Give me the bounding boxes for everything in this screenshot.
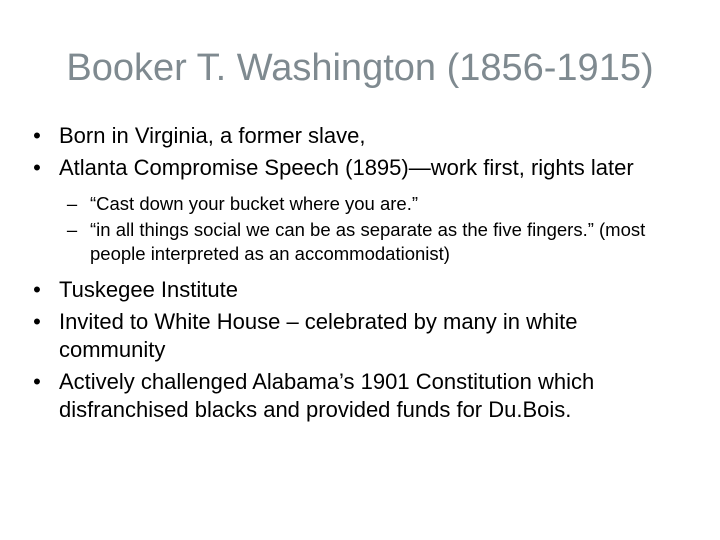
- bullet-icon: •: [33, 309, 41, 334]
- bullet-text: Born in Virginia, a former slave,: [59, 123, 366, 148]
- slide-title: Booker T. Washington (1856-1915): [66, 47, 654, 89]
- bullet-item-white-house: [28, 308, 678, 364]
- bullet-icon: •: [33, 369, 41, 394]
- dash-icon: –: [66, 219, 78, 240]
- sub-bullet-text: “Cast down your bucket where you are.”: [90, 193, 419, 214]
- bullet-text: Tuskegee Institute: [59, 277, 238, 302]
- bullet-item-tuskegee: [28, 276, 678, 304]
- bullet-text: Atlanta Compromise Speech (1895)—work first, rights later: [59, 155, 634, 180]
- bullet-text: Actively challenged Alabama’s 1901 Constitution which disfranchised blacks and provided funds for Du.Bois.: [59, 369, 595, 422]
- bullet-icon: •: [33, 123, 41, 148]
- slide-body: [28, 122, 678, 428]
- bullet-item-alabama-constitution: [28, 368, 678, 424]
- bullet-item-atlanta-compromise: [28, 154, 678, 182]
- sub-bullet-item-bucket-quote: [28, 192, 678, 216]
- dash-icon: –: [66, 193, 78, 214]
- bullet-item-born: [28, 122, 678, 150]
- sub-bullet-list: [28, 192, 678, 266]
- sub-bullet-item-fingers-quote: [28, 218, 678, 266]
- bullet-icon: •: [33, 277, 41, 302]
- bullet-text: Invited to White House – celebrated by many in white community: [59, 309, 578, 362]
- sub-bullet-text: “in all things social we can be as separate as the five fingers.” (most people interpreted as an accommodationist): [90, 219, 646, 264]
- bullet-icon: •: [33, 155, 41, 180]
